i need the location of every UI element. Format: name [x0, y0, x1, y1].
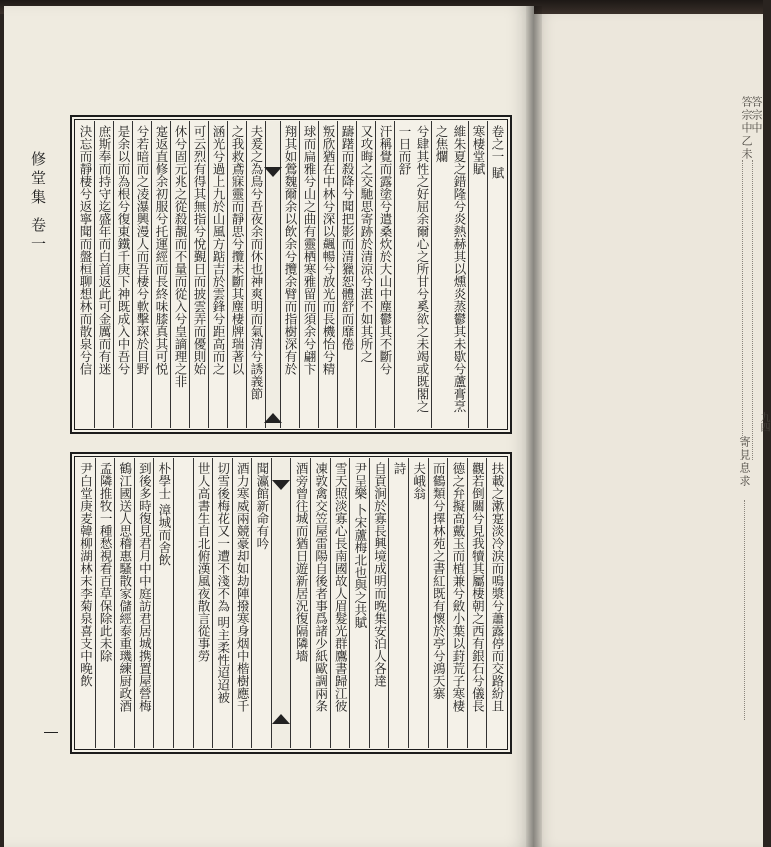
- text-column: 涵光兮過上九於山風方踮吉於雲鋒兮距高而之: [208, 121, 227, 428]
- text-column: 切雪後梅花又一遭不淺不為 明主柔性迢迢被: [212, 458, 232, 748]
- text-column: 尹呈樂 卜宋蘆梅北也與之共賦: [349, 458, 369, 748]
- fishtail-upper-mark: [264, 167, 282, 179]
- text-column: 扶載之漱寔淡冷淚而鳴漿兮蕭露停而交路紛且: [486, 458, 506, 748]
- fishtail-upper-mark: [272, 480, 290, 492]
- text-column: 世人高書生自北俯漢風夜散言從事勞: [193, 458, 213, 748]
- text-column: 之我救鳶寐靈而靜思兮攬未斷其塵棲牌瑞著以: [227, 121, 246, 428]
- bottom-column-grid: [76, 458, 506, 748]
- gutter-shadow: [526, 6, 542, 847]
- text-column: [173, 458, 193, 748]
- text-column: 休兮固元兆之從殺靚而不量而從入兮皇謫理之非: [170, 121, 189, 428]
- text-column: 夫峨翁: [408, 458, 428, 748]
- text-column: 兮肆其性之好屈余爾心之所甘兮奚欲之未竭或既閣之一日而舒: [394, 121, 431, 428]
- running-head: 修堂集 卷一: [29, 151, 47, 255]
- toc-leader-dots: [752, 160, 753, 460]
- text-column: 可云烈有得其無指兮悅覲日而披雲弄而優則始: [189, 121, 208, 428]
- fishtail-center-column: [265, 121, 280, 428]
- text-column: 卷之一 賦: [487, 121, 506, 428]
- fishtail-center-column: [271, 458, 291, 748]
- text-column: 庶斯奉而持守迄盛年而白首返此可金厲而有迷: [94, 121, 113, 428]
- text-column: 詩: [388, 458, 408, 748]
- text-column: 德之弁擬高戴玉而植兼兮斂小葉以葑荒子寒棲: [447, 458, 467, 748]
- fishtail-lower-mark: [272, 712, 290, 724]
- text-column: 鶴江國送人思稽惠騷散家儲經泰重璣練厨政酒: [114, 458, 134, 748]
- text-column: 叛欣猶在中林兮深以飆暢兮放光而長機怡兮精: [318, 121, 337, 428]
- toc-leader-dots: [742, 160, 743, 460]
- text-column: 寔返直修余初服兮托運經而長終味膝真其可悦: [151, 121, 170, 428]
- fishtail-lower-mark: [264, 411, 282, 423]
- text-column: 是余以而為根兮復東鐵千庚下神既成入中吾兮: [113, 121, 132, 428]
- text-column: 凍敦禽交笠屋雷陽自後者事爲諸少紙歐調兩条: [310, 458, 330, 748]
- text-column: 夫爰之為鳥兮吾夜余而休也神爽明而氣清兮誘義節: [246, 121, 265, 428]
- text-column: 決忘而靜棲兮返寧聞而盤桓聊想林而散泉兮信: [78, 125, 93, 375]
- text-column: 雪天照淡寡心長南國故人眉髮光群鷹書歸江彼: [330, 458, 350, 748]
- folio-mark: [44, 732, 58, 733]
- text-column: 又攻晦之交馳思寄跡於清涼兮湛不如其所之: [356, 121, 375, 428]
- text-column: 寒棲堂賦: [468, 121, 487, 428]
- text-column: 自貢涧於寡長興境成明而晚集安泊人各達: [369, 458, 389, 748]
- text-column: 到後多時復見君月中中庭訪君居城携置屋營梅: [134, 458, 154, 748]
- right-page: [534, 14, 763, 847]
- text-column: 翔其如鶯魏爾余以飲余兮攬余臂而指樹深有於: [280, 121, 299, 428]
- toc-page-number: 九四: [758, 412, 769, 432]
- text-column: 觀若倒關兮見我犢其屬棲朝之西有銀石兮儀長: [467, 458, 487, 748]
- text-column: 酒力寒威兩競豪却如劫陣撥寒身烟中楷樹應千: [232, 458, 252, 748]
- toc-entry-label: 寄見息求: [738, 436, 751, 488]
- top-text-panel: [70, 115, 512, 434]
- text-column: 朴學士 漳城而舍飲: [153, 458, 173, 748]
- text-column: 聞瀛館新命有吟: [251, 458, 271, 748]
- toc-leader-dots: [744, 500, 745, 720]
- bottom-text-panel: [70, 452, 512, 754]
- toc-entry-label: 答宗中乙未: [740, 96, 753, 161]
- text-column: 汗稱覺而露塗兮遣桑炊於大山中塵鬱其不斷兮: [375, 121, 394, 428]
- toc-entry-label: 答宗中: [750, 96, 763, 135]
- top-column-grid: [76, 121, 506, 428]
- text-column: 兮若暗而之凌瀑興漫人而吾棲兮軟擊琛於目野: [132, 121, 151, 428]
- text-column: 孟隣推牧一種愁視看百草保除此未除: [95, 458, 115, 748]
- text-column: 酒旁曾往城而猶日遊新居況復隔隣墻: [290, 458, 310, 748]
- text-column: 維朱夏之錯隆兮炎熱赫其以燻炎蒸鬱其未歇兮蘆膏烹之焦爛: [431, 121, 468, 428]
- text-column: 球而扁雅兮山之曲有靈栖寒雅留而須余兮翩卞: [299, 121, 318, 428]
- text-column: 躊躇而殺降兮聞把影而清獵恕體舒而靡倦: [337, 121, 356, 428]
- text-column: 而鶴類兮擇林苑之書紅既有懷於亭兮鴻天寨: [428, 458, 448, 748]
- text-column: 尹白堂庚麦韓柳湖林末李菊泉喜支中晚飲: [78, 462, 94, 687]
